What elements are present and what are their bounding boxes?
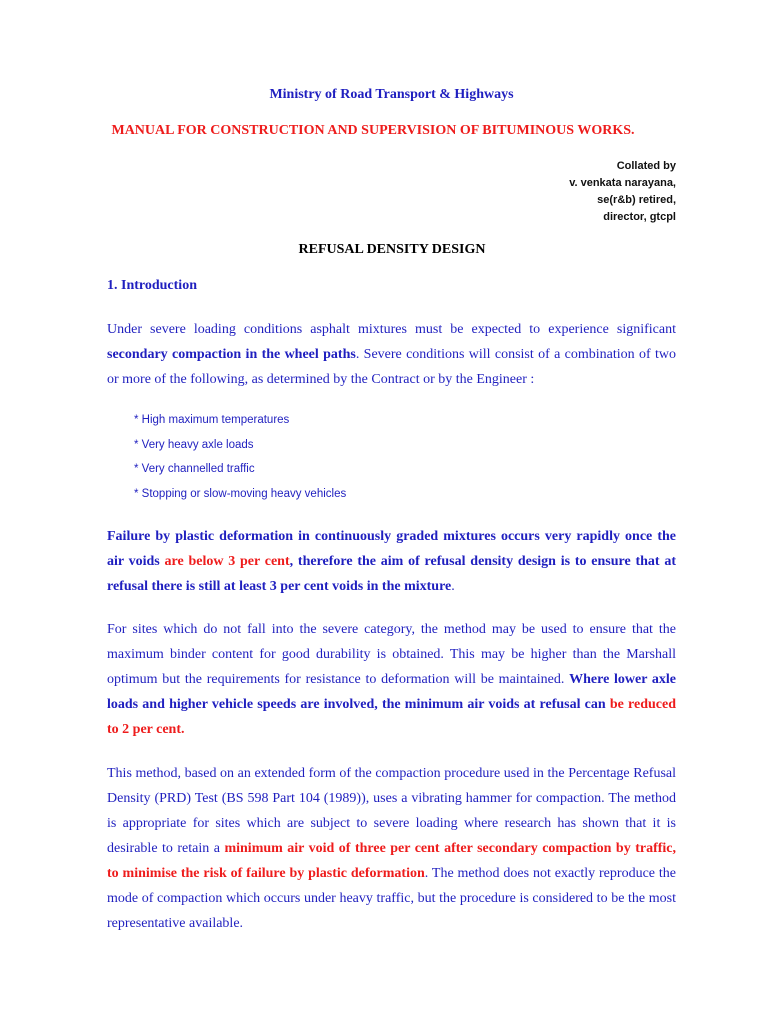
intro-heading: 1. Introduction [107, 278, 197, 293]
credits-line: director, gtcpl [603, 211, 676, 223]
paragraph-text: . [451, 579, 455, 594]
paragraph-emphasis: , therefore the aim of refusal density design is to ensure that at refusal there is still at least 3 per cent voids in the mixture [107, 554, 677, 594]
paragraph-emphasis: secondary compaction in the wheel paths [107, 347, 356, 362]
paragraph-text: . The method does not exactly reproduce the mode of compaction which occurs under heavy traffic, but the procedure is considered to be the most representative available. [107, 866, 676, 931]
paragraph-2 [107, 524, 676, 599]
paragraph-highlight: minimum air void of three per cent after secondary compaction by traffic, to minimise the risk of failure by plastic deformation [107, 841, 676, 881]
list-item: * Stopping or slow-moving heavy vehicles [134, 487, 347, 500]
paragraph-emphasis: Failure by plastic deformation in continuously graded mixtures occurs very rapidly once the air voids [107, 529, 676, 569]
credits-line: se(r&b) retired, [597, 194, 676, 206]
paragraph-text: Under severe loading conditions asphalt mixtures must be expected to experience significant [107, 322, 676, 337]
condition-list [134, 411, 534, 509]
credits-author: v. venkata narayana, [569, 177, 676, 189]
paragraph-3 [107, 617, 676, 742]
paragraph-emphasis: Where lower axle loads and higher vehicle speeds are involved, the minimum air voids at refusal can [107, 672, 677, 712]
list-item: * Very channelled traffic [134, 463, 255, 475]
paragraph-1 [107, 317, 676, 392]
paragraph-highlight: be reduced to 2 per cent. [107, 697, 676, 737]
paragraph-highlight: are below 3 per cent [164, 554, 290, 569]
section-title: REFUSAL DENSITY DESIGN [298, 242, 486, 257]
credits-line: Collated by [616, 160, 676, 172]
paragraph-text: . Severe conditions will consist of a combination of two or more of the following, as determined by the Contract or by the Engineer : [107, 347, 676, 387]
list-item: * High maximum temperatures [134, 414, 290, 426]
ministry-heading: Ministry of Road Transport & Highways [269, 87, 514, 102]
paragraph-4 [107, 761, 676, 936]
paragraph-text: This method, based on an extended form of the compaction procedure used in the Percentage Refusal Density (PRD) Test (BS 598 Part 104 (1989)), uses a vibrating hammer for compaction. The method is appropriate for sites which are subject to severe loading where research has shown that it is desirable to retain a [107, 766, 676, 856]
credits-block [569, 158, 676, 226]
list-item: * Very heavy axle loads [134, 438, 254, 451]
paragraph-text: For sites which do not fall into the severe category, the method may be used to ensure that the maximum binder content for good durability is obtained. This may be higher than the Marshall optimum but the requirements for resistance to deformation will be maintained. [107, 622, 676, 687]
manual-title: MANUAL FOR CONSTRUCTION AND SUPERVISION OF BITUMINOUS WORKS. [111, 123, 635, 138]
